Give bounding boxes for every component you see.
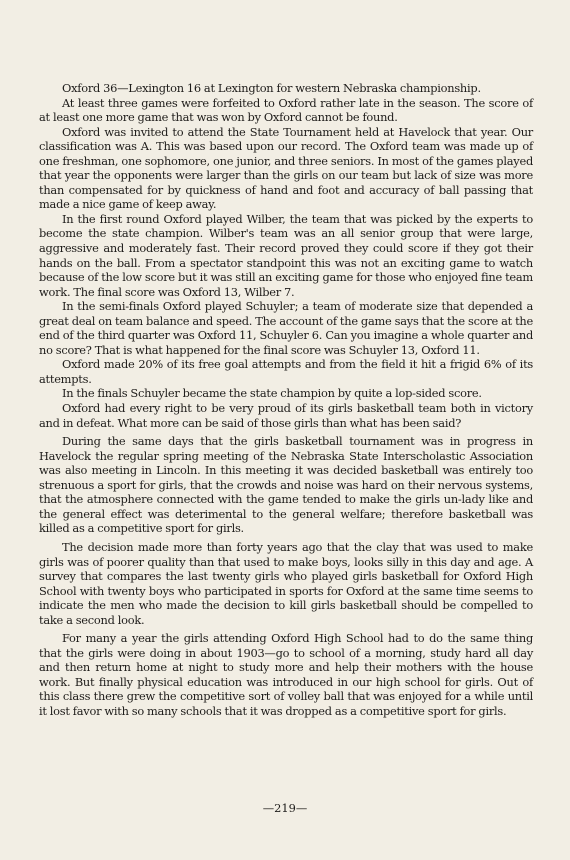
paragraph: Oxford was invited to attend the State Tournament held at Havelock that year. Our classification was A. This was based upon our record. The Oxford team was made up of one freshman, one sophomore, one junior, and three seniors. In most of the games played that year the opponents were larger than the girls on our team but lack of size was more than compensated for by quickness of hand and foot and accuracy of ball passing that made a nice game of keep away. bbox=[39, 124, 533, 212]
game-result-line: Oxford 36—Lexington 16 at Lexington for western Nebraska championship. bbox=[62, 81, 481, 95]
paragraph: In the semi-finals Oxford played Schuyler; a team of moderate size that depended a great deal on team balance and speed. The account of the game says that the score at the end of the third quarter was Oxford 11, Schuyler 6. Can you imagine a whole quarter and no score? That is what happened for the final score was Schuyler 13, Oxford 11. bbox=[39, 299, 533, 357]
paragraph: For many a year the girls attending Oxford High School had to do the same thing that the girls were doing in about 1903—go to school of a morning, study hard all day and then return home at night to study more and help their mothers with the house work. But finally physical education was introduced in our high school for girls. Out of this class there grew the competitive sort of volley ball that was enjoyed for a while until it lost favor with so many schools that it was dropped as a competitive sport for girls. bbox=[39, 631, 533, 718]
paragraph: In the finals Schuyler became the state champion by quite a lop-sided score. bbox=[62, 386, 482, 401]
paragraph: Oxford made 20% of its free goal attempts and from the field it hit a frigid 6% of its attempts. bbox=[39, 357, 533, 386]
page-number: —219— bbox=[262, 801, 308, 815]
paragraph: Oxford had every right to be very proud of its girls basketball team both in victory and in defeat. What more can be said of those girls than what has been said? bbox=[39, 401, 533, 430]
paragraph: The decision made more than forty years ago that the clay that was used to make girls was of poorer quality than that used to make boys, looks silly in this day and age. A survey that compares the last twenty girls who played girls basketball for Oxford High School with twenty boys who participated in sports for Oxford at the same time seems to indicate the men who made the decision to kill girls basketball should be compelled to take a second look. bbox=[39, 539, 533, 627]
paragraph: At least three games were forfeited to Oxford rather late in the season. The score of at least one more game that was won by Oxford cannot be found. bbox=[39, 95, 533, 125]
paragraph: In the first round Oxford played Wilber, the team that was picked by the experts to become the state champion. Wilber's team was an all senior group that were large, aggressive and moderately fast. Their record proved they could score if they got their hands on the ball. From a spectator standpoint this was not an exciting game to watch because of the low score but it was still an exciting game for those who enjoyed fine team work. The final score was Oxford 13, Wilber 7. bbox=[39, 211, 533, 299]
body-text bbox=[39, 81, 533, 719]
paragraph: During the same days that the girls basketball tournament was in progress in Havelock the regular spring meeting of the Nebraska State Interscholastic Association was also meeting in Lincoln. In this meeting it was decided basketball was entirely too strenuous a sport for girls, that the crowds and noise was hard on their nervous systems, that the atmosphere connected with the game tended to make the girls un-lady like and the general effect was deterimental to the general welfare; therefore basketball was killed as a competitive sport for girls. bbox=[39, 434, 533, 536]
